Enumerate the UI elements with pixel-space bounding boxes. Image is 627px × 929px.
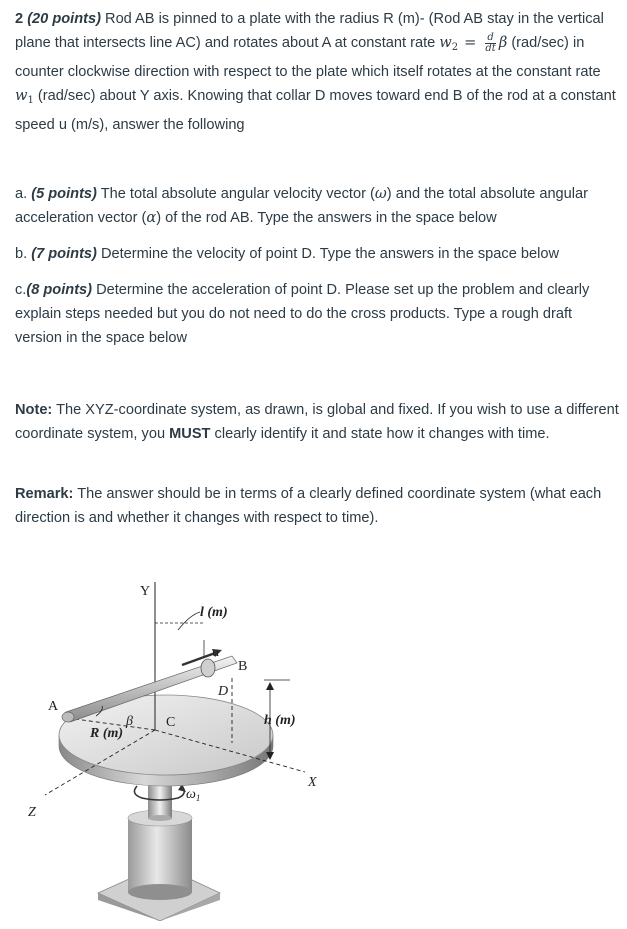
problem-number: 2 [15, 11, 24, 27]
part-b [15, 242, 621, 266]
part-a-text-1: The total absolute angular velocity vector ( [96, 186, 375, 202]
problem-points: (20 points) [27, 11, 101, 27]
problem-intro [15, 7, 621, 137]
label-z: Z [28, 805, 36, 820]
note [15, 398, 621, 446]
label-omega1: $\omega_1$ [186, 787, 201, 803]
label-r: R (m) [90, 726, 124, 741]
intro-text-1: Rod AB is pinned to a plate with the radius R (m)- (Rod AB stay in the vertical plane that intersects line AC) and rotates about A at constant rate [15, 11, 604, 51]
part-c-points: (8 points) [26, 282, 93, 298]
part-c-text: Determine the acceleration of point D. Please set up the problem and clearly explain steps needed but you do not need to do the cross products. Type a rough draft version in the space below [15, 282, 590, 346]
omega-symbol: ω [374, 185, 387, 202]
label-a: A [48, 699, 59, 714]
label-u: u [212, 645, 219, 660]
label-b: B [238, 659, 248, 674]
l-dimension [155, 612, 205, 630]
w2-symbol: $w_2$ [439, 34, 459, 53]
part-a-text-3: ) of the rod AB. Type the answers in the space below [156, 210, 497, 226]
part-a [15, 182, 621, 230]
label-d: D [218, 684, 229, 699]
part-b-label: b. [15, 246, 32, 262]
label-beta: β [126, 714, 133, 729]
part-c-label: c. [15, 282, 27, 298]
note-text-2: clearly identify it and state how it changes with time. [210, 426, 550, 442]
alpha-symbol: α [146, 209, 157, 226]
label-c: C [166, 715, 176, 730]
beta-symbol: β [498, 34, 508, 51]
remark-label: Remark: [15, 486, 74, 502]
mechanism-figure [0, 560, 627, 921]
note-must: MUST [169, 426, 211, 442]
note-label: Note: [15, 402, 53, 418]
lower-cylinder [128, 810, 192, 900]
w1-symbol: $w_1$ [15, 87, 34, 106]
label-x: X [308, 775, 317, 790]
label-h: h (m) [264, 713, 296, 728]
part-b-text: Determine the velocity of point D. Type the answers in the space below [96, 246, 560, 262]
remark-text: The answer should be in terms of a clearly defined coordinate system (what each direction is and whether it changes with respect to time). [15, 486, 602, 526]
intro-text-2: (rad/sec) in counter clockwise direction with respect to the plate which itself rotates at the constant rate [15, 35, 601, 80]
equals-sign: = [464, 34, 477, 51]
collar-d [201, 659, 215, 677]
derivative-fraction: $\frac{d}{dt}$ [485, 31, 496, 54]
intro-text-3: (rad/sec) about Y axis. Knowing that collar D moves toward end B of the rod at a constant speed u (m/s), answer the following [15, 88, 616, 133]
label-l: l (m) [200, 605, 228, 620]
remark [15, 482, 621, 530]
part-c [15, 278, 621, 350]
mechanism-diagram [0, 560, 627, 921]
problem-statement [15, 7, 621, 137]
part-b-points: (7 points) [31, 246, 97, 262]
part-a-points: (5 points) [31, 186, 97, 202]
part-a-label: a. [15, 186, 32, 202]
label-y: Y [140, 584, 151, 599]
note-text-1: The XYZ-coordinate system, as drawn, is global and fixed. If you wish to use a different coordinate system, you [15, 402, 619, 442]
part-a-text-2: ) and the total absolute angular acceleration vector ( [15, 186, 589, 226]
